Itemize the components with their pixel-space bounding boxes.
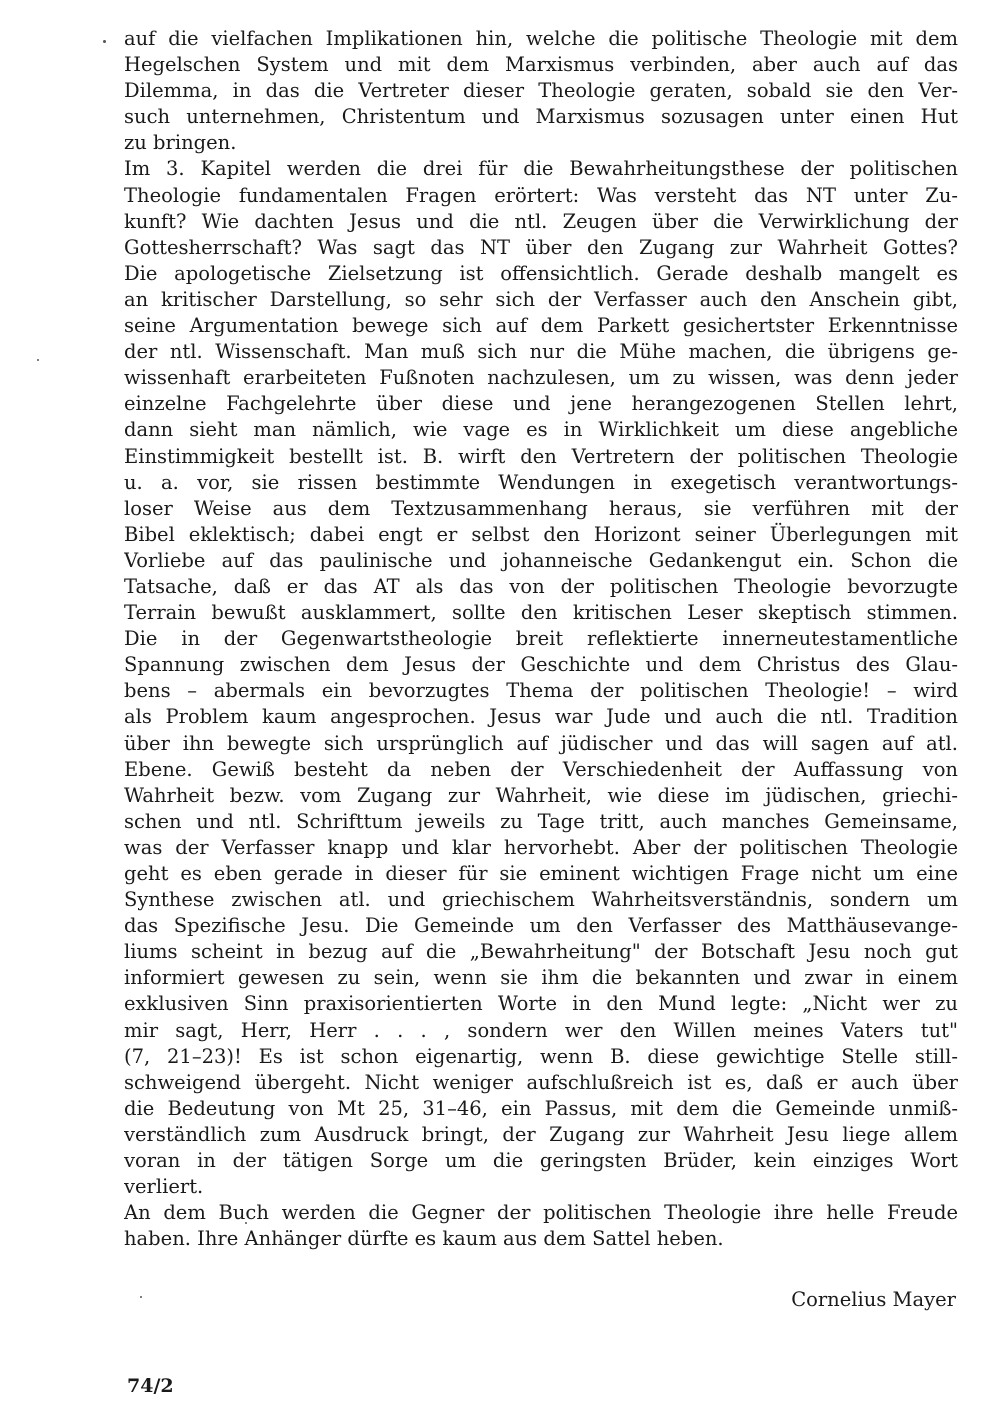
text-line: verständlich zum Ausdruck bringt, der Zugang zur Wahrheit Jesu liege allem xyxy=(124,1122,958,1146)
text-line: an kritischer Darstellung, so sehr sich der Verfasser auch den Anschein gibt, xyxy=(124,287,958,311)
text-line: geht es eben gerade in dieser für sie eminent wichtigen Frage nicht um eine xyxy=(124,862,958,885)
text-line: als Problem kaum angesprochen. Jesus war Jude und auch die ntl. Tradition xyxy=(124,705,958,729)
text-line: Theologie fundamentalen Fragen erörtert: Was versteht das NT unter Zu- xyxy=(124,183,958,207)
text-line: Im 3. Kapitel werden die drei für die Bewahrheitungsthese der politischen xyxy=(124,157,958,181)
text-line: das Spezifische Jesu. Die Gemeinde um den Verfasser des Matthäusevange- xyxy=(124,914,958,938)
text-line: voran in der tätigen Sorge um die geringsten Brüder, kein einziges Wort xyxy=(124,1149,958,1173)
author-signature: Cornelius Mayer xyxy=(791,1288,956,1311)
text-line: Dilemma, in das die Vertreter dieser Theologie geraten, sobald sie den Ver- xyxy=(124,79,958,103)
text-line: über ihn bewegte sich ursprünglich auf jüdischer und das will sagen auf atl. xyxy=(124,731,958,755)
text-line: einzelne Fachgelehrte über diese und jene herangezogenen Stellen lehrt, xyxy=(124,392,958,416)
text-line: die Bedeutung von Mt 25, 31–46, ein Passus, mit dem die Gemeinde unmiß- xyxy=(124,1096,958,1120)
text-line: Ebene. Gewiß besteht da neben der Verschiedenheit der Auffassung von xyxy=(124,757,958,781)
text-line: Spannung zwischen dem Jesus der Geschichte und dem Christus des Glau- xyxy=(124,653,958,677)
text-line: verliert. xyxy=(124,1175,204,1199)
text-line: Synthese zwischen atl. und griechischem Wahrheitsverständnis, sondern um xyxy=(124,888,958,912)
text-line: haben. Ihre Anhänger dürfte es kaum aus dem Sattel heben. xyxy=(124,1227,724,1251)
text-line: der ntl. Wissenschaft. Man muß sich nur die Mühe machen, die übrigens ge- xyxy=(124,340,958,364)
text-line: was der Verfasser knapp und klar hervorhebt. Aber der politischen Theologie xyxy=(124,835,958,859)
text-line: such unternehmen, Christentum und Marxismus sozusagen unter einen Hut xyxy=(124,105,958,129)
text-line: Hegelschen System und mit dem Marxismus verbinden, aber auch auf das xyxy=(124,53,958,77)
text-line: Wahrheit bezw. vom Zugang zur Wahrheit, wie diese im jüdischen, griechi- xyxy=(124,783,958,807)
text-line: Die apologetische Zielsetzung ist offensichtlich. Gerade deshalb mangelt es xyxy=(124,261,958,285)
text-line: exklusiven Sinn praxisorientierten Worte in den Mund legte: „Nicht wer zu xyxy=(124,992,958,1016)
text-line: schen und ntl. Schrifttum jeweils zu Tage tritt, auch manches Gemeinsame, xyxy=(124,809,958,833)
scan-speck xyxy=(37,359,39,361)
text-line: Die in der Gegenwartstheologie breit reflektierte innerneutestamentliche xyxy=(124,627,958,651)
text-line: Tatsache, daß er das AT als das von der politischen Theologie bevorzugte xyxy=(124,574,958,598)
text-line: An dem Buch werden die Gegner der politischen Theologie ihre helle Freude xyxy=(124,1201,958,1225)
text-line: auf die vielfachen Implikationen hin, welche die politische Theologie mit dem xyxy=(124,27,958,50)
text-line: seine Argumentation bewege sich auf dem Parkett gesichertster Erkenntnisse xyxy=(124,314,958,338)
text-line: Vorliebe auf das paulinische und johanneische Gedankengut ein. Schon die xyxy=(124,548,958,572)
text-line: Terrain bewußt ausklammert, sollte den kritischen Leser skeptisch stimmen. xyxy=(124,601,958,625)
text-line: kunft? Wie dachten Jesus und die ntl. Zeugen über die Verwirklichung der xyxy=(124,209,958,233)
scan-speck xyxy=(103,40,106,43)
text-line: schweigend übergeht. Nicht weniger aufschlußreich ist es, daß er auch über xyxy=(124,1070,958,1094)
body-text xyxy=(124,26,958,1252)
scan-speck xyxy=(140,1296,142,1298)
text-line: dann sieht man nämlich, wie vage es in Wirklichkeit um diese angebliche xyxy=(124,418,958,442)
text-line: Einstimmigkeit bestellt ist. B. wirft den Vertretern der politischen Theologie xyxy=(124,444,958,468)
text-line: mir sagt, Herr, Herr . . . , sondern wer den Willen meines Vaters tut" xyxy=(124,1018,958,1042)
page-number: 74/2 xyxy=(127,1375,174,1397)
text-line: informiert gewesen zu sein, wenn sie ihm die bekannten und zwar in einem xyxy=(124,966,958,990)
text-line: (7, 21–23)! Es ist schon eigenartig, wenn B. diese gewichtige Stelle still- xyxy=(124,1044,958,1068)
text-line: u. a. vor, sie rissen bestimmte Wendungen in exegetisch verantwortungs- xyxy=(124,470,958,494)
text-line: bens – abermals ein bevorzugtes Thema der politischen Theologie! – wird xyxy=(124,679,958,703)
text-line: Gottesherrschaft? Was sagt das NT über den Zugang zur Wahrheit Gottes? xyxy=(124,235,958,259)
text-line: Bibel eklektisch; dabei engt er selbst den Horizont seiner Überlegungen mit xyxy=(124,522,958,546)
text-line: zu bringen. xyxy=(124,131,237,155)
text-line: wissenhaft erarbeiteten Fußnoten nachzulesen, um zu wissen, was denn jeder xyxy=(124,366,958,390)
text-line: liums scheint in bezug auf die „Bewahrheitung" der Botschaft Jesu noch gut xyxy=(124,940,958,964)
text-line: loser Weise aus dem Textzusammenhang heraus, sie verführen mit der xyxy=(124,496,958,520)
